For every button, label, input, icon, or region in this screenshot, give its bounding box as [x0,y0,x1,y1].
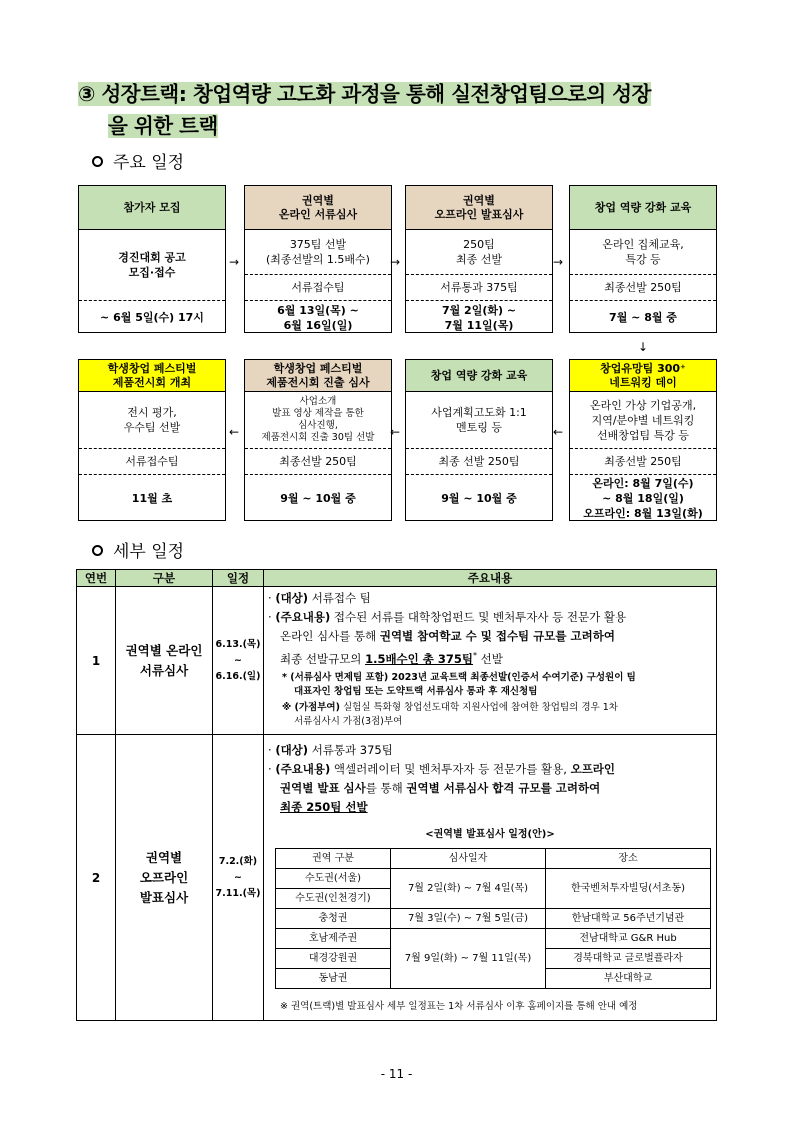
flow-step-description: 전시 평가, 우수팀 선발 [123,406,181,434]
right-arrow-icon: → [553,255,564,269]
col-header-no: 연번 [77,570,116,587]
flow-step-title: 권역별 오프라인 발표심사 [406,186,552,230]
col-header-schedule: 일정 [213,570,264,587]
flow-step-target: 최종선발 250팀 [570,448,716,474]
flow-step-date: 9월 ~ 10월 중 [406,474,552,522]
flow-step-description: 사업계획고도화 1:1 멘토링 등 [431,406,527,434]
note-exempt-2: 대표자인 창업팀 또는 도약트랙 서류심사 통과 후 재신청팀 [294,685,538,697]
note-bonus-2: 서류심사시 가점(3점)부여 [294,715,403,727]
row-schedule: 7.2.(화) ~ 7.11.(목) [213,735,264,1021]
flow-step-date: ~ 6월 5일(수) 17시 [79,300,225,334]
flow-step-description: 온라인 집체교육, 특강 등 [602,238,684,266]
region-cell: 대경강원권 [276,949,391,969]
text-main-end: 선발 [477,651,503,666]
text-main: 액셀러레이터 및 벤처투자자 등 전문가를 활용, [330,762,571,776]
flow-step-box [78,359,226,521]
table-row [276,909,711,929]
label-main: (주요내용) [275,610,331,624]
place-cell: 전남대학교 G&R Hub [546,929,711,949]
row-content: · (대상) 서류통과 375팀 · (주요내용) 액셀러레이터 및 벤처투자자 등 전문가를 활용, 오프라인 권역별 발표 심사를 통해 권역별 서류심사 합격 규모를 고려하여 최종 250팀 선발 <권역별 발표심사 일정(안)> 권역 구분 심사일자 장소 수도권(서울) 7월 2일(화) ~ 7월 4일(목) 한국벤처투자빌딩(서초동) 수도권(인천경기) 충청권 7월 3일(수) ~ 7월 5일(금) 한남대학교 56주년기념관 호남제주권 7월 9일(화) ~ 7월 11일(목) 전남대학교 G&R Hub 대경강원권 경북대학교 글로벌플라자 동남권 부산대학교 ※ 권역(트랙)별 발표심사 세부 일정표는 1차 서류심사 이후 홈페이지를 통해 안내 예정 [264,735,717,1021]
col-header-content: 주요내용 [264,570,717,587]
flow-step-box [244,185,392,333]
right-arrow-icon: → [390,255,401,269]
flow-step-title: 권역별 온라인 서류심사 [245,186,391,230]
flow-step-description: 250팀 최종 선발 [455,238,502,266]
presentation-schedule-table [275,848,711,989]
row-no: 1 [77,587,116,735]
region-cell: 동남권 [276,969,391,989]
flow-step-date: 7월 ~ 8월 중 [570,300,716,334]
sub-table-footnote: ※ 권역(트랙)별 발표심사 세부 일정표는 1차 서류심사 이후 홈페이지를 통해 안내 예정 [280,1001,638,1012]
page-number: - 11 - [380,1067,413,1081]
text-main-bold: 오프라인 [570,762,616,776]
section-heading [78,79,738,143]
left-arrow-icon: ← [553,425,564,439]
footnote-mark: * [473,651,478,660]
col-header-category: 구분 [116,570,213,587]
sub-header-place: 장소 [546,849,711,869]
main-schedule-title [92,148,184,173]
row-content: · (대상) 서류접수 팀 · (주요내용) 접수된 서류를 대학창업펀드 및 벤처투자사 등 전문가 활용 온라인 심사를 통해 권역별 참여학교 수 및 접수팀 규모를 고려하여 최종 선발규모의 1.5배수인 총 375팀* 선발 * (서류심사 면제팀 포함) 2023년 교육트랙 최종선발(인증서 수여기준) 구성원이 팀 대표자인 창업팀 또는 도약트랙 서류심사 통과 후 재신청팀 ※ (가점부여) 실험실 특화형 창업선도대학 지원사업에 참여한 창업팀의 경우 1차 서류심사시 가점(3점)부여 [264,587,717,735]
flow-step-date: 11월 초 [79,474,225,522]
text-main-bold-4: 최종 250팀 선발 [280,800,368,814]
left-arrow-icon: ← [390,425,401,439]
note-bonus-label: ※ (가점부여) [282,701,340,713]
flow-step-title: 참가자 모집 [79,186,225,230]
row-no: 2 [77,735,116,1021]
flow-step-title: 창업유망팀 300⁺ 네트워킹 데이 [570,360,716,392]
note-bonus-text: 실험실 특화형 창업선도대학 지원사업에 참여한 창업팀의 경우 1차 [339,701,618,713]
table-row [77,735,717,1021]
text-main-bold-3: 권역별 서류심사 합격 규모를 고려하여 [406,781,601,795]
label-main: (주요내용) [275,762,331,776]
text-main-2: 를 통해 [365,781,407,795]
flow-step-description: 사업소개 발표 영상 제작을 통한 심사진행, 제품전시회 진출 30팀 선발 [261,396,375,443]
flow-step-box [405,359,553,521]
detail-schedule-table [76,569,717,1021]
text-main-bold: 권역별 참여학교 수 및 접수팀 규모를 고려하여 [379,629,615,643]
flow-step-title: 창업 역량 강화 교육 [570,186,716,230]
flow-step-date: 9월 ~ 10월 중 [245,474,391,522]
circle-bullet-icon [92,545,103,556]
section-label: 세부 일정 [113,542,185,562]
flow-step-title: 학생창업 페스티벌 제품전시회 진출 심사 [245,360,391,392]
right-arrow-icon: → [229,255,240,269]
flow-step-box [78,185,226,333]
place-cell: 경북대학교 글로벌플라자 [546,949,711,969]
left-arrow-icon: ← [229,425,240,439]
text-main-2: 온라인 심사를 통해 [280,629,380,643]
table-row [276,869,711,889]
label-target: (대상) [275,743,309,757]
flow-step-description: 375팀 선발 (최종선발의 1.5배수) [266,238,370,266]
flow-step-target: 서류접수팀 [79,448,225,474]
flow-step-target: 최종선발 250팀 [245,448,391,474]
table-row [276,929,711,949]
flow-step-box [244,359,392,521]
flow-step-description: 온라인 가상 기업공개, 지역/분야별 네트워킹 선배창업팀 특강 등 [589,398,697,442]
place-cell: 한국벤처투자빌딩(서초동) [546,869,711,909]
region-cell: 수도권(인천경기) [276,889,391,909]
region-cell: 수도권(서울) [276,869,391,889]
flow-step-date: 6월 13일(목) ~ 6월 16일(일) [245,300,391,334]
flow-step-box [569,185,717,333]
place-cell: 부산대학교 [546,969,711,989]
flow-step-target: 최종 선발 250팀 [406,448,552,474]
down-arrow-icon: ↓ [638,340,649,354]
flow-step-target: 서류접수팀 [245,274,391,300]
row-category: 권역별 온라인 서류심사 [116,587,213,735]
section-label: 주요 일정 [113,153,185,173]
text-main: 접수된 서류를 대학창업펀드 및 벤처투자사 등 전문가 활용 [330,610,627,624]
flow-step-description: 경진대회 공고 모집·접수 [118,251,186,279]
table-row [77,587,717,735]
heading-line-2: 을 위한 트랙 [108,114,218,138]
sub-table-title: <권역별 발표심사 일정(안)> [425,829,555,840]
date-cell: 7월 9일(화) ~ 7월 11일(목) [391,929,546,989]
sub-header-region: 권역 구분 [276,849,391,869]
place-cell: 한남대학교 56주년기념관 [546,909,711,929]
text-target: 서류접수 팀 [308,591,371,605]
text-main-bold-2: 1.5배수인 총 375팀 [365,651,474,666]
row-category: 권역별 오프라인 발표심사 [116,735,213,1021]
row-schedule: 6.13.(목) ~ 6.16.(일) [213,587,264,735]
date-cell: 7월 3일(수) ~ 7월 5일(금) [391,909,546,929]
circle-bullet-icon [92,156,103,167]
flow-step-box [569,359,717,521]
flow-step-box [405,185,553,333]
heading-line-1: ③ 성장트랙: 창업역량 고도화 과정을 통해 실전창업팀으로의 성장 [78,82,651,106]
flow-step-date: 온라인: 8월 7일(수) ~ 8월 18일(일) 오프라인: 8월 13일(화) [570,474,716,522]
flow-step-target: 최종선발 250팀 [570,274,716,300]
flow-step-title: 학생창업 페스티벌 제품전시회 개최 [79,360,225,392]
label-target: (대상) [275,591,309,605]
text-target: 서류통과 375팀 [308,743,393,757]
detail-schedule-title [92,537,184,562]
region-cell: 호남제주권 [276,929,391,949]
flow-step-date: 7월 2일(화) ~ 7월 11일(목) [406,300,552,334]
sub-header-date: 심사일자 [391,849,546,869]
flow-step-title: 창업 역량 강화 교육 [406,360,552,392]
note-exempt: * (서류심사 면제팀 포함) 2023년 교육트랙 최종선발(인증서 수여기준) 구성원이 팀 [282,671,636,683]
region-cell: 충청권 [276,909,391,929]
text-main-3: 최종 선발규모의 [280,651,366,666]
date-cell: 7월 2일(화) ~ 7월 4일(목) [391,869,546,909]
flow-step-target: 서류통과 375팀 [406,274,552,300]
text-main-bold-2: 권역별 발표 심사 [280,781,366,795]
